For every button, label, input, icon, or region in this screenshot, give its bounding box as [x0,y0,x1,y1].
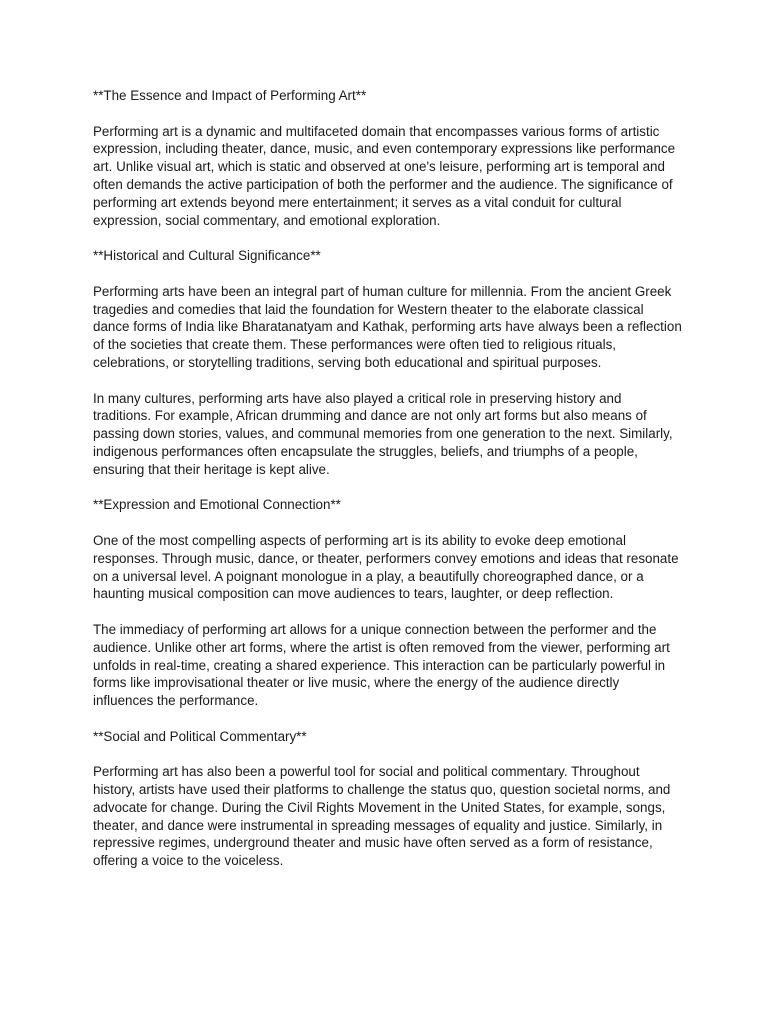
section-paragraph: Performing art has also been a powerful tool for social and political commentary. Throughout history, artists have used their platforms to challenge the status quo, question societal norms, and advocate for change. During the Civil Rights Movement in the United States, for example, songs, theater, and dance were instrumental in spreading messages of equality and justice. Similarly, in repressive regimes, underground theater and music have often served as a form of resistance, offering a voice to the voiceless. [93,764,671,869]
section-paragraph: In many cultures, performing arts have also played a critical role in preserving history and traditions. For example, African drumming and dance are not only art forms but also means of passing down stories, values, and communal memories from one generation to the next. Similarly, indigenous performances often encapsulate the struggles, beliefs, and triumphs of a people, ensuring that their heritage is kept alive. [93,390,673,477]
intro-paragraph: Performing art is a dynamic and multifaceted domain that encompasses various forms of artistic expression, including theater, dance, music, and even contemporary expressions like performance art. Unlike visual art, which is static and observed at one's leisure, performing art is temporal and often demands the active participation of both the performer and the audience. The significance of performing art extends beyond mere entertainment; it serves as a vital conduit for cultural expression, social commentary, and emotional exploration. [93,123,676,228]
document-page [93,87,683,888]
section-heading-social: **Social and Political Commentary** [93,728,307,744]
section-heading-historical: **Historical and Cultural Significance** [93,248,321,264]
section-heading-expression: **Expression and Emotional Connection** [93,497,341,513]
section-paragraph: One of the most compelling aspects of performing art is its ability to evoke deep emotional responses. Through music, dance, or theater, performers convey emotions and ideas that resonate on a universal level. A poignant monologue in a play, a beautifully choreographed dance, or a haunting musical composition can move audiences to tears, laughter, or deep reflection. [93,532,679,602]
section-paragraph: The immediacy of performing art allows for a unique connection between the performer and the audience. Unlike other art forms, where the artist is often removed from the viewer, performing art unfolds in real-time, creating a shared experience. This interaction can be particularly powerful in forms like improvisational theater or live music, where the energy of the audience directly influences the performance. [93,621,670,709]
document-title: **The Essence and Impact of Performing Art** [93,88,367,103]
section-paragraph: Performing arts have been an integral part of human culture for millennia. From the ancient Greek tragedies and comedies that laid the foundation for Western theater to the elaborate classical dance forms of India like Bharatanatyam and Kathak, performing arts have always been a reflection of the societies that create them. These performances were often tied to religious rituals, celebrations, or storytelling traditions, serving both educational and spiritual purposes. [93,283,682,370]
